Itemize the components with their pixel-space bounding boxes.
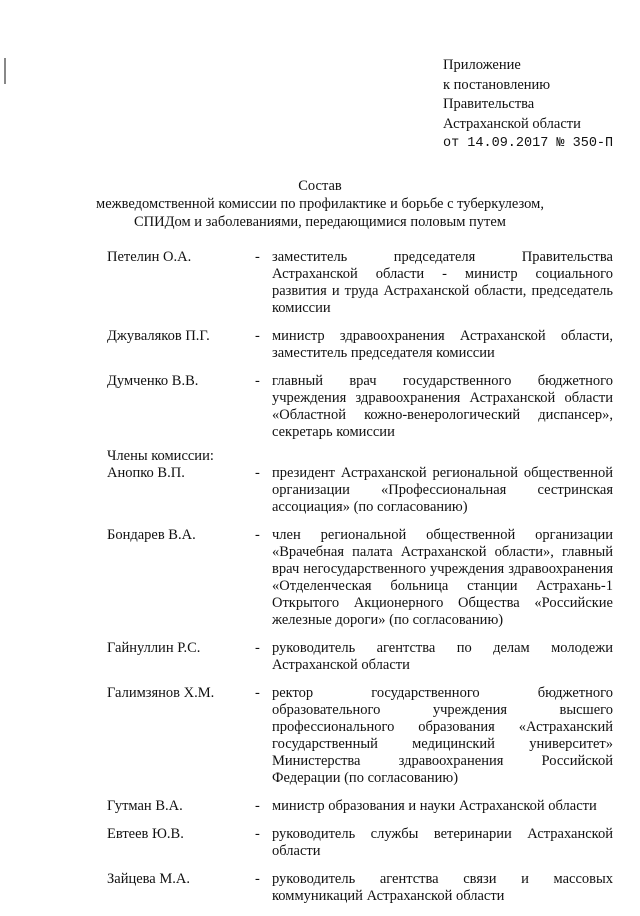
entry-name: Зайцева М.А. [107, 871, 190, 887]
document-title [0, 177, 640, 231]
entry-name: Петелин О.А. [107, 249, 192, 265]
commission-entry [107, 373, 613, 441]
entry-name: Бондарев В.А. [107, 527, 196, 543]
commission-entry [107, 249, 613, 317]
appendix-line-4: Астраханской области [443, 115, 581, 132]
commission-list [107, 249, 613, 916]
entry-description: министр здравоохранения Астраханской области, заместитель председателя комиссии [272, 328, 613, 361]
appendix-date-line: от 14.09.2017 № 350-П [443, 136, 614, 151]
entry-description: член региональной общественной организации «Врачебная палата Астраханской области», главный врач негосударственного учреждения здравоохранения «Отделенческая больница станции Астрахань-1 Открытого Акционерного Общества «Российские железные дороги» (по согласованию) [272, 527, 613, 628]
entry-description: руководитель агентства по делам молодежи Астраханской области [272, 640, 613, 673]
appendix-line-2: к постановлению [443, 76, 551, 93]
commission-entry [107, 328, 613, 362]
entry-description: ректор государственного бюджетного образовательного учреждения высшего профессионального образования «Астраханский государственный медицинский университет» Министерства здравоохранения Российской Федерации (по согласованию) [272, 685, 613, 786]
entry-description: главный врач государственного бюджетного учреждения здравоохранения Астраханской области «Областной кожно-венерологический диспансер», секретарь комиссии [272, 373, 613, 440]
entry-dash: - [255, 871, 260, 887]
members-label: Члены комиссии: [107, 448, 214, 464]
entry-dash: - [255, 373, 260, 389]
entry-name: Думченко В.В. [107, 373, 199, 389]
entry-name: Евтеев Ю.В. [107, 826, 184, 842]
commission-entry [107, 871, 613, 905]
entry-name: Галимзянов Х.М. [107, 685, 215, 701]
entry-description: министр образования и науки Астраханской области [272, 798, 597, 814]
entry-name: Анопко В.П. [107, 465, 185, 481]
commission-entry [107, 685, 613, 787]
entry-description: заместитель председателя Правительства Астраханской области - министр социального развития и труда Астраханской области, председатель комиссии [272, 249, 613, 316]
commission-entry [107, 527, 613, 629]
commission-entry [107, 640, 613, 674]
entry-dash: - [255, 685, 260, 701]
entry-name: Гутман В.А. [107, 798, 183, 814]
entry-dash: - [255, 826, 260, 842]
entry-dash: - [255, 465, 260, 481]
title-heading: Состав [298, 178, 342, 194]
entry-description: руководитель агентства связи и массовых коммуникаций Астраханской области [272, 871, 613, 904]
entry-name: Джуваляков П.Г. [107, 328, 210, 344]
entry-description: руководитель службы ветеринарии Астраханской области [272, 826, 613, 859]
entry-description: президент Астраханской региональной общественной организации «Профессиональная сестринская ассоциация» (по согласованию) [272, 465, 613, 515]
entry-dash: - [255, 328, 260, 344]
entry-dash: - [255, 798, 260, 814]
title-line-1: межведомственной комиссии по профилактике и борьбе с туберкулезом, [96, 196, 544, 212]
entry-dash: - [255, 249, 260, 265]
appendix-block [443, 56, 613, 154]
entry-dash: - [255, 527, 260, 543]
appendix-line-1: Приложение [443, 57, 521, 73]
commission-entry [107, 465, 613, 516]
entry-dash: - [255, 640, 260, 656]
appendix-line-3: Правительства [443, 96, 535, 112]
margin-mark [4, 58, 6, 84]
commission-entry [107, 798, 613, 815]
title-line-2: СПИДом и заболеваниями, передающимися половым путем [134, 214, 506, 230]
entry-name: Гайнуллин Р.С. [107, 640, 201, 656]
commission-entry [107, 826, 613, 860]
